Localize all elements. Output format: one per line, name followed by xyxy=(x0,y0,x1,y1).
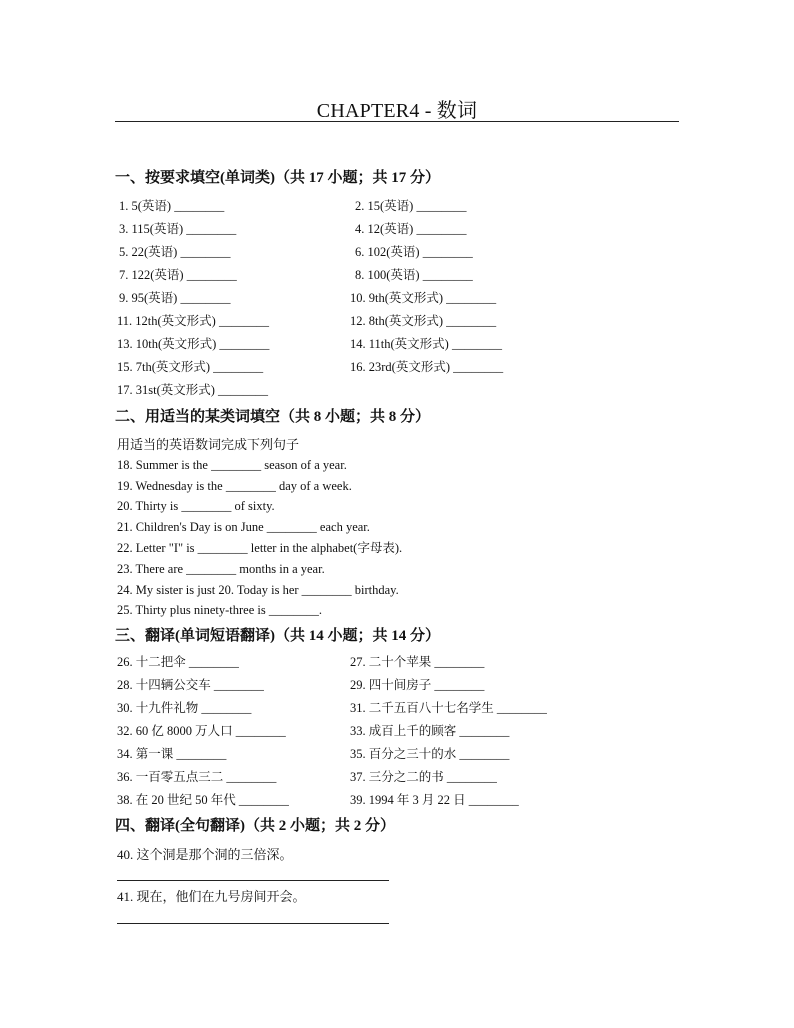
question-11: 11. 12th(英文形式) ________ xyxy=(117,314,269,328)
question-30: 30. 十九件礼物 ________ xyxy=(117,701,252,715)
question-40: 40. 这个洞是那个洞的三倍深。 xyxy=(117,847,293,862)
question-15: 15. 7th(英文形式) ________ xyxy=(117,360,264,374)
question-8: 8. 100(英语) ________ xyxy=(355,268,473,282)
section-3-heading: 三、翻译(单词短语翻译)（共 14 小题；共 14 分） xyxy=(115,628,440,644)
question-4: 4. 12(英语) ________ xyxy=(355,222,467,236)
question-5: 5. 22(英语) ________ xyxy=(119,245,231,259)
question-22: 22. Letter "I" is ________ letter in the alphabet(字母表). xyxy=(117,541,403,555)
question-1: 1. 5(英语) ________ xyxy=(119,199,225,213)
question-24: 24. My sister is just 20. Today is her ________ birthday. xyxy=(117,583,399,597)
question-36: 36. 一百零五点三二 ________ xyxy=(117,770,277,784)
question-33: 33. 成百上千的顾客 ________ xyxy=(350,724,510,738)
question-21: 21. Children's Day is on June ________ each year. xyxy=(117,520,370,534)
question-41: 41. 现在，他们在九号房间开会。 xyxy=(117,889,306,904)
question-17: 17. 31st(英文形式) ________ xyxy=(117,383,269,397)
question-14: 14. 11th(英文形式) ________ xyxy=(350,337,502,351)
section-1-heading: 一、按要求填空(单词类)（共 17 小题；共 17 分） xyxy=(115,170,440,186)
question-28: 28. 十四辆公交车 ________ xyxy=(117,678,264,692)
section-2-instruction: 用适当的英语数词完成下列句子 xyxy=(117,437,300,452)
answer-line-41[interactable] xyxy=(117,923,389,924)
question-23: 23. There are ________ months in a year. xyxy=(117,562,325,576)
question-19: 19. Wednesday is the ________ day of a week. xyxy=(117,479,352,493)
question-34: 34. 第一课 ________ xyxy=(117,747,227,761)
question-32: 32. 60 亿 8000 万人口 ________ xyxy=(117,724,286,738)
answer-line-40[interactable] xyxy=(117,880,389,881)
question-6: 6. 102(英语) ________ xyxy=(355,245,473,259)
question-20: 20. Thirty is ________ of sixty. xyxy=(117,499,275,513)
question-27: 27. 二十个苹果 ________ xyxy=(350,655,485,669)
page-title: CHAPTER4 - 数词 xyxy=(316,100,478,122)
question-35: 35. 百分之三十的水 ________ xyxy=(350,747,510,761)
section-4-heading: 四、翻译(全句翻译)（共 2 小题；共 2 分） xyxy=(115,818,395,834)
section-2-heading: 二、用适当的某类词填空（共 8 小题；共 8 分） xyxy=(115,409,431,425)
question-9: 9. 95(英语) ________ xyxy=(119,291,231,305)
question-38: 38. 在 20 世纪 50 年代 ________ xyxy=(117,793,289,807)
question-13: 13. 10th(英文形式) ________ xyxy=(117,337,270,351)
question-29: 29. 四十间房子 ________ xyxy=(350,678,485,692)
question-31: 31. 二千五百八十七名学生 ________ xyxy=(350,701,547,715)
question-25: 25. Thirty plus ninety-three is ________. xyxy=(117,603,322,617)
question-2: 2. 15(英语) ________ xyxy=(355,199,467,213)
question-39: 39. 1994 年 3 月 22 日 ________ xyxy=(350,793,519,807)
title-underline xyxy=(115,121,679,122)
question-18: 18. Summer is the ________ season of a year. xyxy=(117,458,347,472)
question-10: 10. 9th(英文形式) ________ xyxy=(350,291,497,305)
question-16: 16. 23rd(英文形式) ________ xyxy=(350,360,504,374)
question-7: 7. 122(英语) ________ xyxy=(119,268,237,282)
question-26: 26. 十二把伞 ________ xyxy=(117,655,239,669)
question-37: 37. 三分之二的书 ________ xyxy=(350,770,497,784)
question-12: 12. 8th(英文形式) ________ xyxy=(350,314,497,328)
question-3: 3. 115(英语) ________ xyxy=(119,222,237,236)
